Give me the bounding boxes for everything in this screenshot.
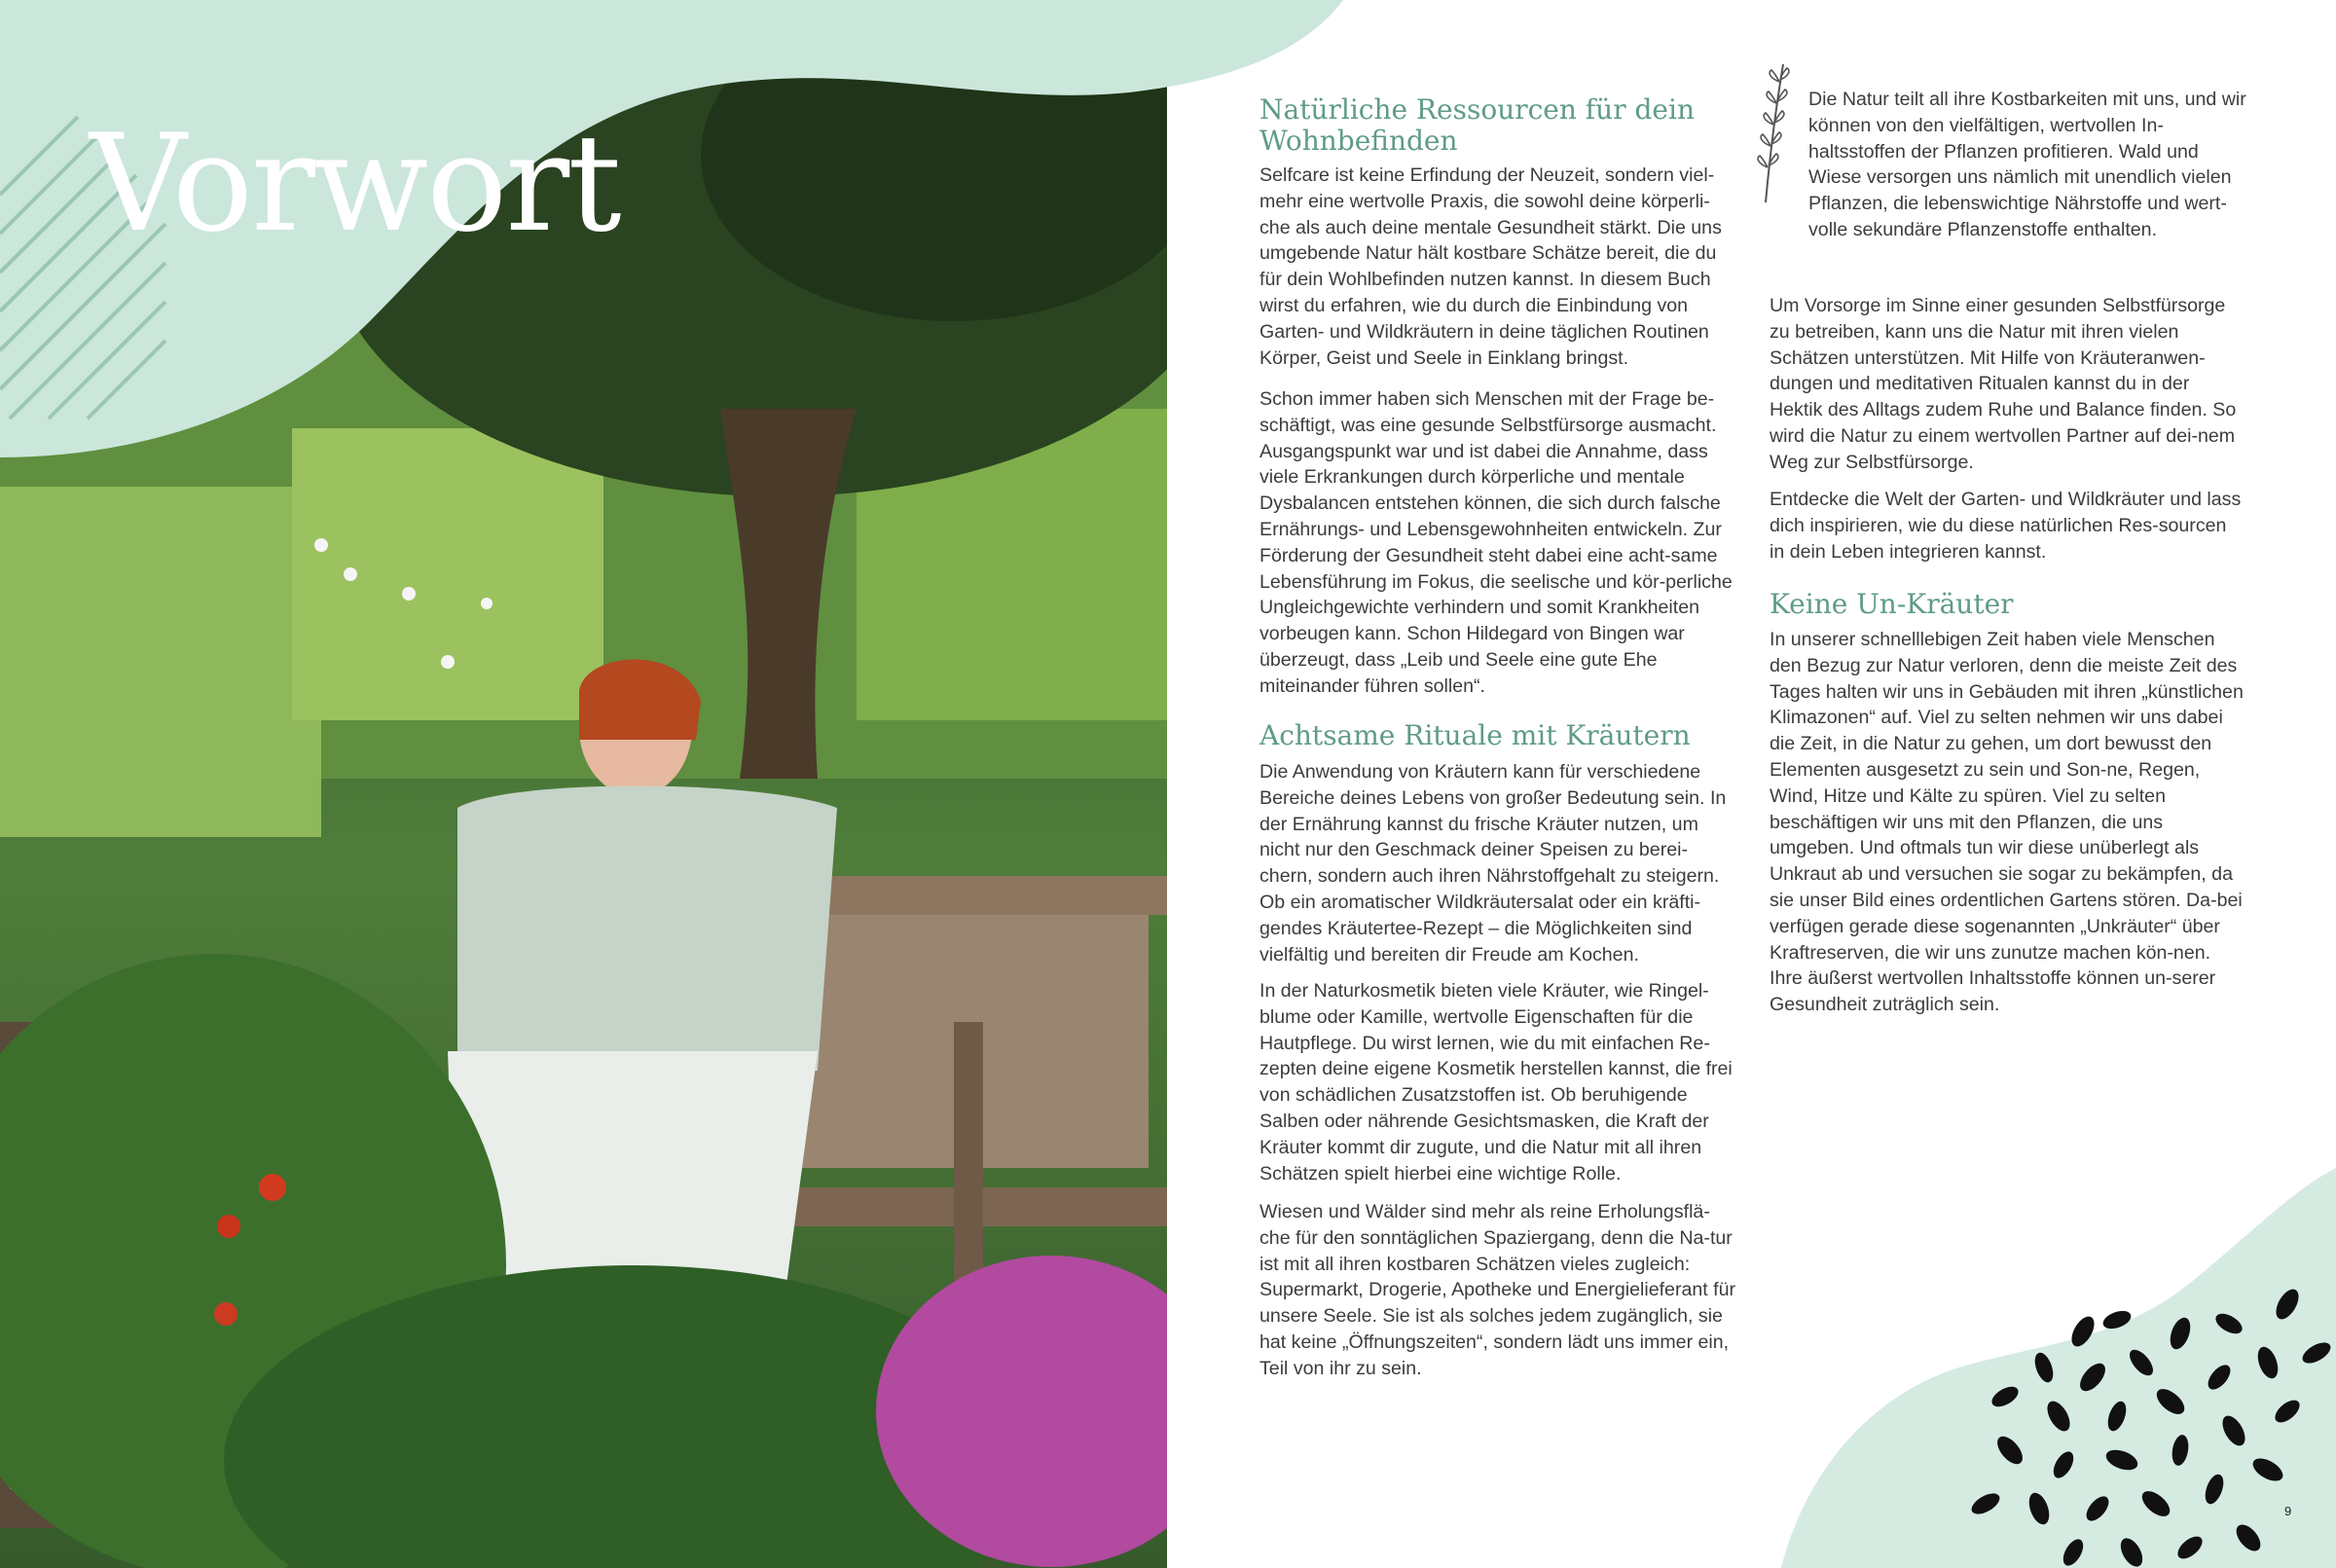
dots-blob: [1781, 1168, 2336, 1568]
heading-keine-unkraeuter: Keine Un-Kräuter: [1770, 588, 2014, 620]
paragraph-selfcare: Selfcare ist keine Erfindung der Neuzeit, sondern viel-mehr eine wertvolle Praxis, die sowohl deine körperli-che als auch deine mentale Gesundheit stärkt. Die uns umgebende Natur hält kostbare Schätze bereit, die du für dein Wohlbefinden nutzen kannst. In diesem Buch wirst du erfahren, wie du durch die Einbindung von Garten- und Wildkräutern in deine täglichen Routinen Körper, Geist und Seele in Einklang bringst.: [1259, 164, 1722, 369]
paragraph-menschen: Schon immer haben sich Menschen mit der Frage be-schäftigt, was eine gesunde Selbstfürsorge ausmacht. Ausgangspunkt war und ist dabei die Annahme, dass viele Erkrankungen durch körperliche und mentale Dysbalancen entstehen können, die sich durch falsche Ernährungs- und Lebensgewohnheiten entwickeln. Zur Förderung der Gesundheit steht dabei eine acht-same Lebensführung im Fokus, die seelische und kör-perliche Ungleichgewichte verhindern und somit Krankheiten vorbeugen kann. Schon Hildegard von Bingen war überzeugt, dass „Leib und Seele eine gute Ehe miteinander führen sollen“.: [1259, 388, 1733, 697]
paragraph-intro: Die Natur teilt all ihre Kostbarkeiten mit uns, und wir können von den vielfältigen, wertvollen In-haltsstoffen der Pflanzen profitieren. Wald und Wiese versorgen uns nämlich mit unendlich vielen Pflanzen, die lebenswichtige Nährstoffe und wert-volle sekundäre Pflanzenstoffe enthalten.: [1808, 89, 2246, 240]
paragraph-naturkosmetik: In der Naturkosmetik bieten viele Kräuter, wie Ringel-blume oder Kamille, wertvolle Eigenschaften für die Hautpflege. Du wirst lernen, wie du mit einfachen Re-zepten deine eigene Kosmetik herstellen kannst, die frei von schädlichen Zusatzstoffen ist. Ob beruhigende Salben oder nährende Gesichtsmasken, die Kraft der Kräuter kommt dir zugute, und die Natur mit all ihren Schätzen spielt hierbei eine wichtige Rolle.: [1259, 980, 1733, 1185]
herb-sprig-icon: [1752, 60, 1791, 206]
paragraph-anwendung: Die Anwendung von Kräutern kann für verschiedene Bereiche deines Lebens von großer Bedeutung sein. In der Ernährung kannst du frische Kräuter nutzen, um nicht nur den Geschmack deiner Speisen zu berei-chern, sondern auch ihren Nährstoffgehalt zu steigern. Ob ein aromatischer Wildkräutersalat oder ein kräfti-gendes Kräutertee-Rezept – die Möglichkeiten sind vielfältig und bereiten dir Freude am Kochen.: [1259, 761, 1727, 966]
page-title: Vorwort: [90, 105, 620, 262]
paragraph-wiesen: Wiesen und Wälder sind mehr als reine Erholungsflä-che für den sonntäglichen Spaziergang, denn die Na-tur ist mit all ihren kostbaren Schätzen vieles zugleich: Supermarkt, Drogerie, Apotheke und Energielieferant für unsere Seele. Sie ist als solches jedem zugänglich, sie hat keine „Öffnungszeiten“, sondern lädt uns immer ein, Teil von ihr zu sein.: [1259, 1201, 1736, 1379]
page-number: 9: [2284, 1504, 2292, 1518]
heading-natuerliche-ressourcen: Natürliche Ressourcen für dein Wohnbefinden: [1259, 93, 1695, 157]
paragraph-schnelllebig: In unserer schnelllebigen Zeit haben viele Menschen den Bezug zur Natur verloren, denn die meiste Zeit des Tages halten wir uns in Gebäuden mit ihren „künstlichen Klimazonen“ auf. Viel zu selten nehmen wir uns dabei die Zeit, in die Natur zu gehen, um dort bewusst den Elementen ausgesetzt zu sein und Son-ne, Regen, Wind, Hitze und Kälte zu spüren. Viel zu selten beschäftigen wir uns mit den Pflanzen, die uns umgeben. Und oftmals tun wir diese unüberlegt als Unkraut ab und versuchen sie sogar zu bekämpfen, da sie unser Bild eines ordentlichen Gartens stören. Da-bei verfügen gerade diese sogenannten „Unkräuter“ über Kraftreserven, die wir uns zunutze machen kön-nen. Ihre äußerst wertvollen Inhaltsstoffe können un-serer Gesundheit zuträglich sein.: [1770, 629, 2244, 1016]
heading-achtsame-rituale: Achtsame Rituale mit Kräutern: [1259, 719, 1691, 751]
paragraph-entdecke: Entdecke die Welt der Garten- und Wildkräuter und lass dich inspirieren, wie du diese natürlichen Res-sourcen in dein Leben integrieren kannst.: [1770, 489, 2242, 563]
paragraph-vorsorge: Um Vorsorge im Sinne einer gesunden Selbstfürsorge zu betreiben, kann uns die Natur mit ihren vielen Schätzen unterstützen. Mit Hilfe von Kräuteranwen-dungen und meditativen Ritualen kannst du in der Hektik des Alltags zudem Ruhe und Balance finden. So wird die Natur zu einem wertvollen Partner auf dei-nem Weg zur Selbstfürsorge.: [1770, 295, 2237, 473]
